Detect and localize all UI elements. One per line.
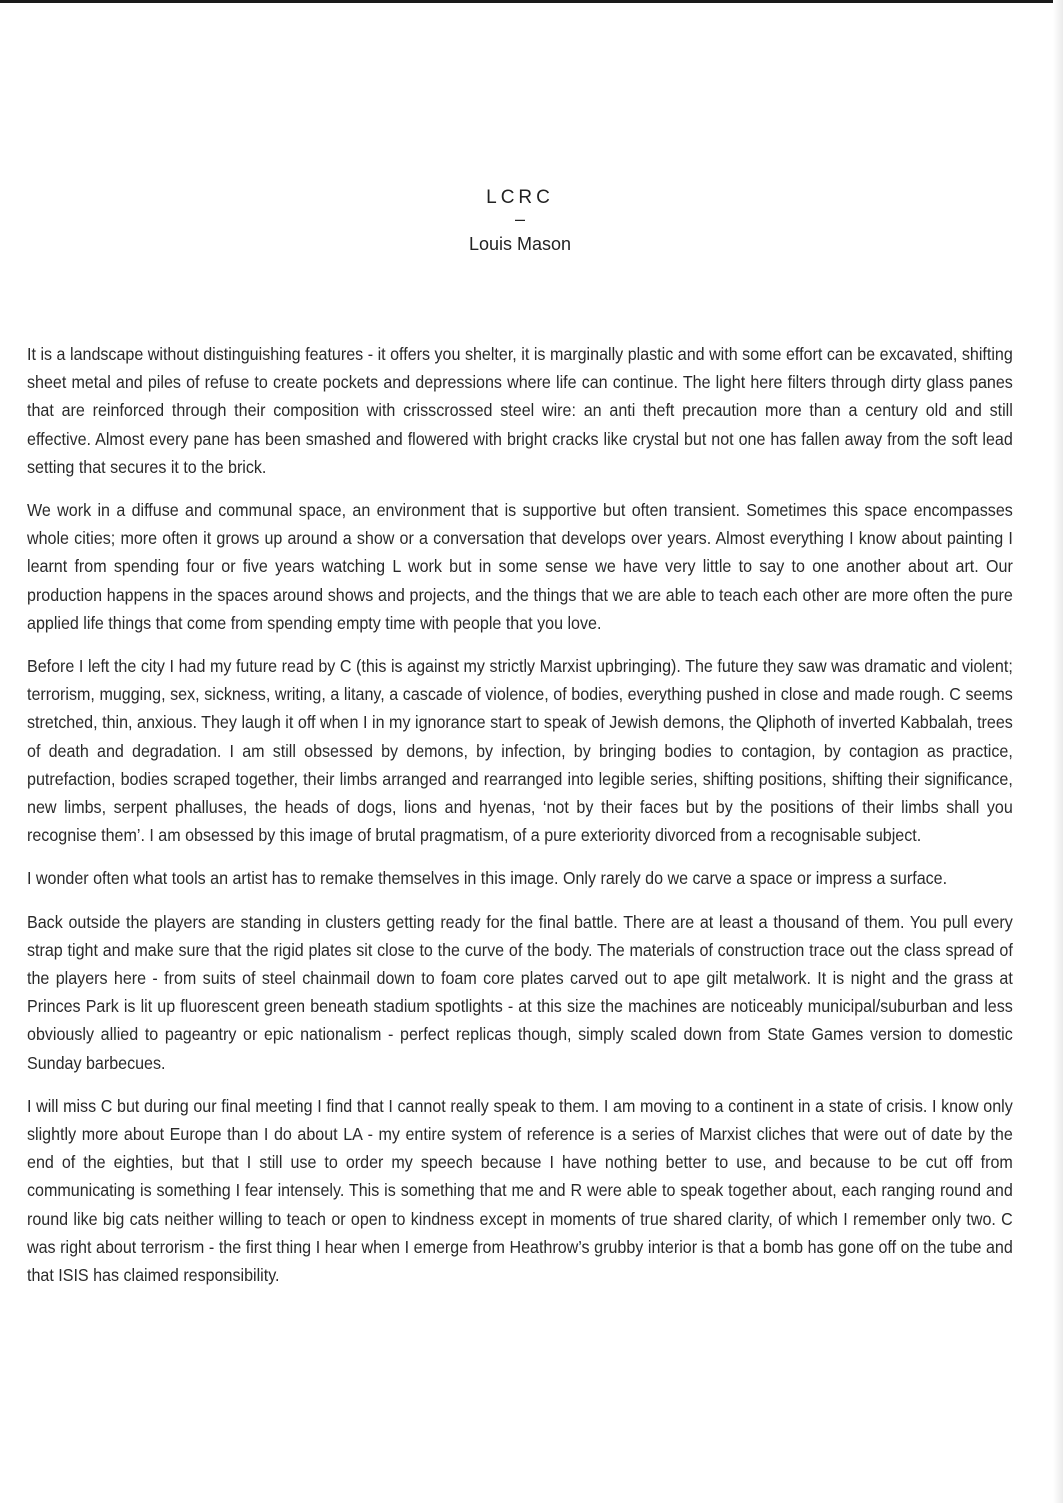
page-edge-shadow <box>1053 0 1063 1503</box>
title-separator: – <box>514 209 525 229</box>
paragraph-5: Back outside the players are standing in clusters getting ready for the final battle. There are at least a thousand of them. You pull every strap tight and make sure that the rigid plates sit close to the curve of the body. The materials of construction trace out the class spread of the players here - from suits of steel chainmail down to foam core plates carved out to ape gilt metalwork. It is night and the grass at Princes Park is lit up fluorescent green beneath stadium spotlights - at this size the machines are noticeably municipal/suburban and less obviously allied to pageantry or epic nationalism - perfect replicas though, simply scaled down from State Games version to domestic Sunday barbecues. <box>27 911 1013 1073</box>
document-title: LCRC <box>486 187 554 208</box>
paragraph-1: It is a landscape without distinguishing features - it offers you shelter, it is marginally plastic and with some effort can be excavated, shifting sheet metal and piles of refuse to create pockets and depressions where life can continue. The light here filters through dirty glass panes that are reinforced through their composition with crisscrossed steel wire: an anti theft precaution more than a century old and still effective. Almost every pane has been smashed and flowered with bright cracks like crystal but not one has fallen away from the soft lead setting that secures it to the brick. <box>27 344 1013 477</box>
document-body <box>27 340 1013 1304</box>
paragraph-6: I will miss C but during our final meeting I find that I cannot really speak to them. I am moving to a continent in a state of crisis. I know only slightly more about Europe than I do about LA - my entire system of reference is a series of Marxist cliches that were out of date by the end of the eighties, but that I still use to order my speech because I have nothing better to use, and because to be cut off from communicating is something I fear intensely. This is something that me and R were able to speak together about, each ranging round and round like big cats neither willing to teach or open to kindness except in moments of true shared clarity, of which I remember only two. C was right about terrorism - the first thing I hear when I emerge from Heathrow’s grubby interior is that a bomb has gone off on the tube and that ISIS has claimed responsibility. <box>27 1095 1013 1286</box>
paragraph-3: Before I left the city I had my future read by C (this is against my strictly Marxist upbringing). The future they saw was dramatic and violent; terrorism, mugging, sex, sickness, writing, a litany, a cascade of violence, of bodies, everything pushed in close and made rough. C seems stretched, thin, anxious. They laugh it off when I in my ignorance start to speak of Jewish demons, the Qliphoth of inverted Kabbalah, trees of death and degradation. I am still obsessed by demons, by infection, by bringing bodies to contagion, by contagion as practice, putrefaction, bodies scraped together, their limbs arranged and rearranged into legible series, shifting positions, shifting their significance, new limbs, serpent phalluses, the heads of dogs, lions and hyenas, ‘not by their faces but by the positions of their limbs shall you recognise them’. I am obsessed by this image of brutal pragmatism, of a pure exteriority divorced from a recognisable subject. <box>27 656 1013 846</box>
document-header <box>27 186 1013 256</box>
document-author: Louis Mason <box>468 234 572 254</box>
document-page <box>27 0 1013 1503</box>
paragraph-2: We work in a diffuse and communal space, an environment that is supportive but often transient. Sometimes this space encompasses whole cities; more often it grows up around a show or a conversation that develops over years. Almost everything I know about painting I learnt from spending four or five years watching L work but in some sense we have very little to say to one another about art. Our production happens in the spaces around shows and projects, and the things that we are able to teach each other are more often the pure applied life things that come from spending empty time with people that you love. <box>27 500 1013 633</box>
paragraph-4: I wonder often what tools an artist has to remake themselves in this image. Only rarely do we carve a space or impress a surface. <box>27 868 948 889</box>
